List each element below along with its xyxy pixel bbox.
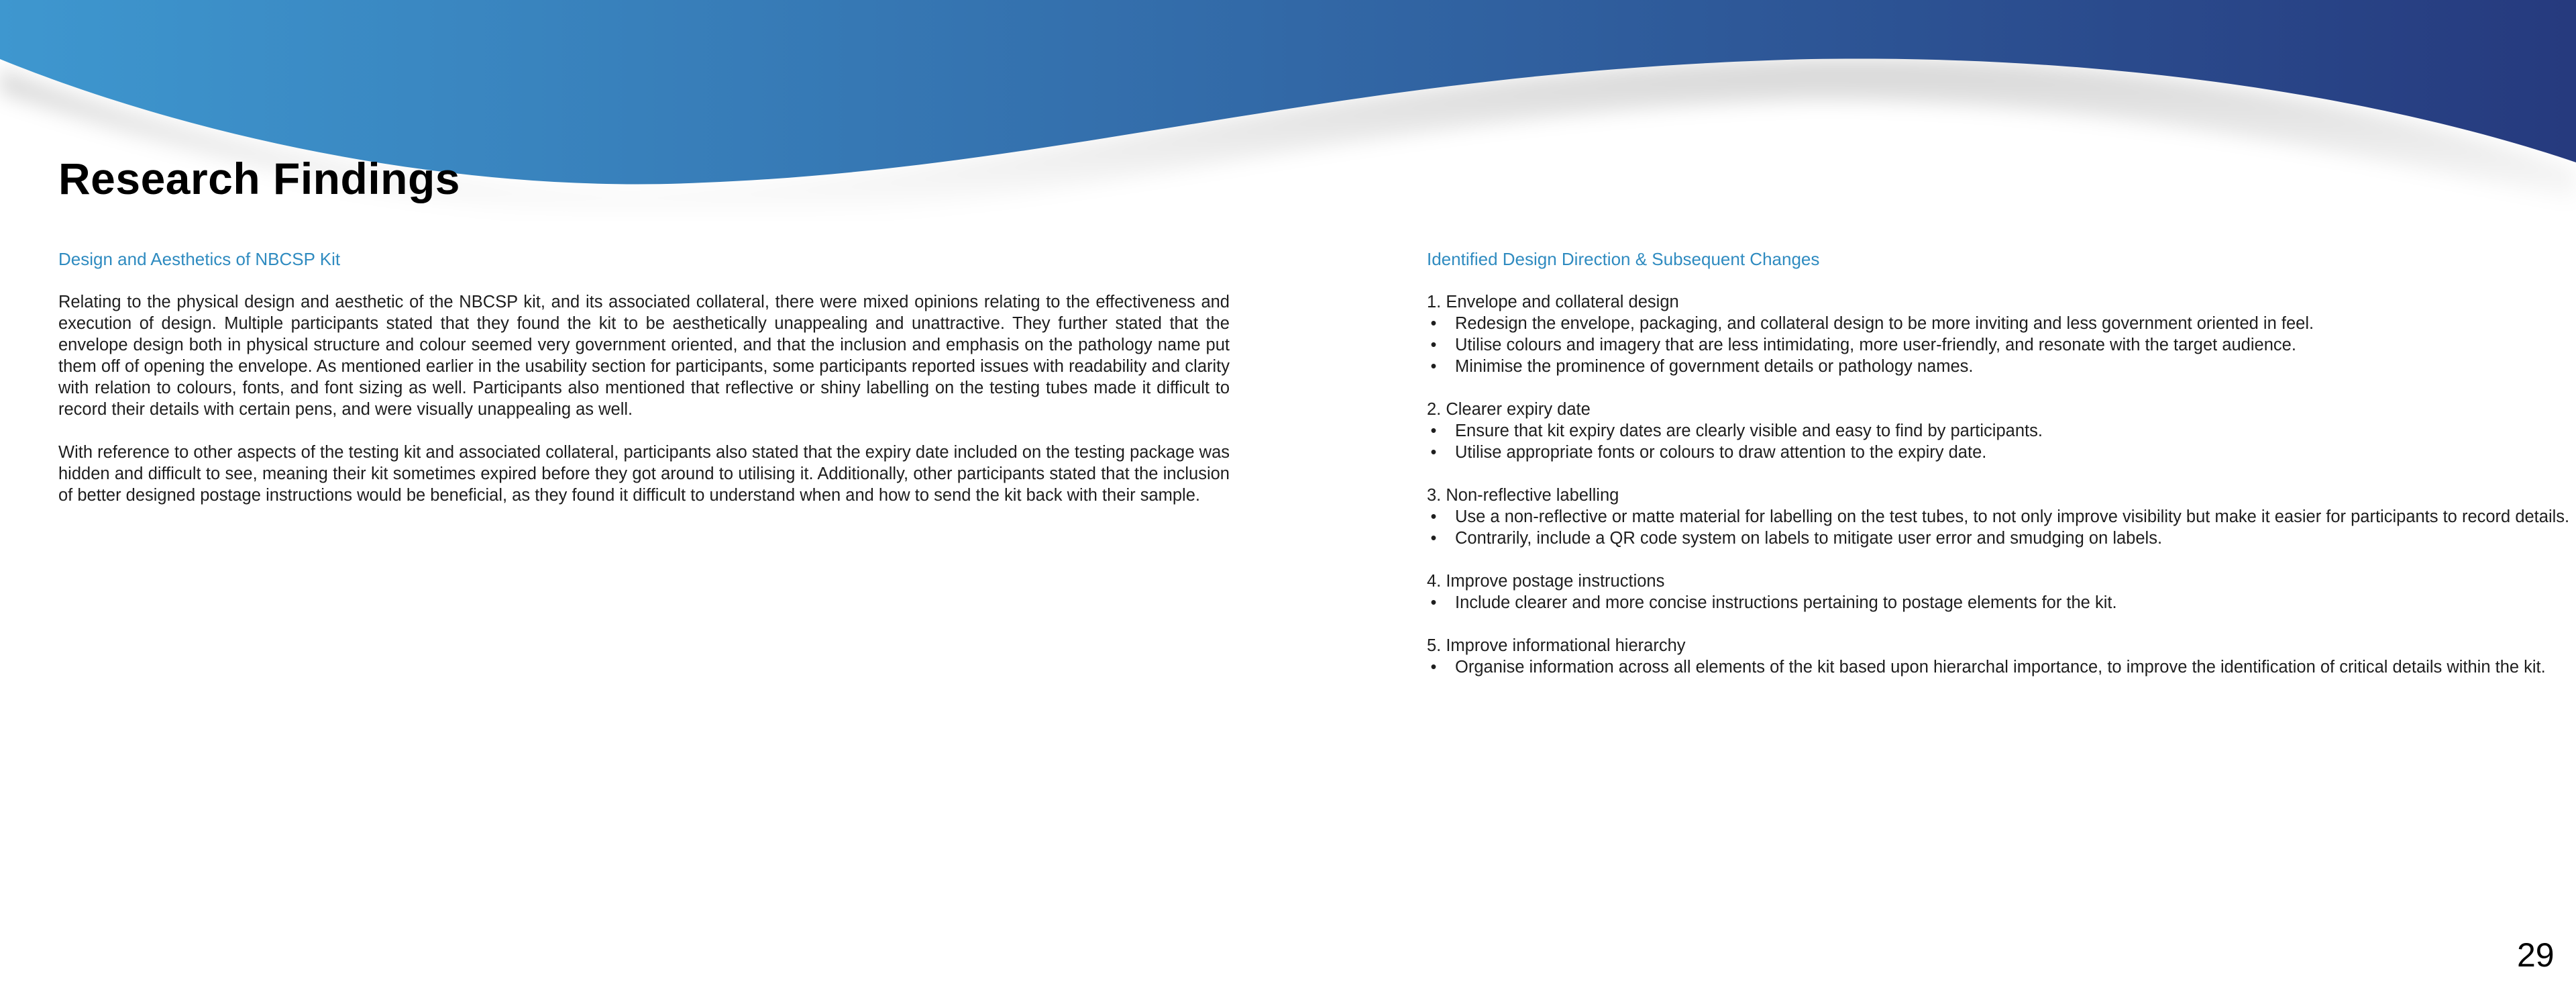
bullet-item	[1427, 442, 2576, 463]
bullet-text: Ensure that kit expiry dates are clearly visible and easy to find by participants.	[1455, 421, 2043, 440]
bullet-item	[1427, 656, 2576, 678]
right-section-heading: Identified Design Direction & Subsequent Changes	[1427, 249, 1820, 269]
change-group-title: 2. Clearer expiry date	[1427, 400, 1591, 419]
bullet-item	[1427, 356, 2576, 377]
bullet-icon: •	[1430, 336, 1437, 354]
change-group	[1427, 485, 2576, 549]
bullet-text: Use a non-reflective or matte material for labelling on the test tubes, to not only improve visibility but make it easier for participants to record details.	[1455, 507, 2570, 526]
bullet-icon: •	[1430, 658, 1437, 677]
bullet-item	[1427, 592, 2576, 613]
right-column	[1427, 248, 2576, 699]
change-group	[1427, 570, 2576, 613]
bullet-text: Organise information across all elements of the kit based upon hierarchal importance, to improve the identification of critical details within the kit.	[1455, 658, 2546, 677]
change-group	[1427, 635, 2576, 678]
change-group	[1427, 291, 2576, 377]
bullet-item	[1427, 334, 2576, 356]
body-paragraph: With reference to other aspects of the testing kit and associated collateral, participants also stated that the expiry date included on the testing package was hidden and difficult to see, meaning their kit sometimes expired before they got around to utilising it. Additionally, other participants stated that the inclusion of better designed postage instructions would be beneficial, as they found it difficult to understand when and how to send the kit back with their sample.	[58, 443, 1230, 505]
change-group-title: 1. Envelope and collateral design	[1427, 293, 1679, 311]
page-number: 29	[2517, 936, 2555, 974]
change-group-title: 4. Improve postage instructions	[1427, 572, 1665, 591]
change-group-title: 3. Non-reflective labelling	[1427, 486, 1619, 505]
bullet-list	[1427, 592, 2576, 613]
bullet-icon: •	[1430, 593, 1437, 612]
bullet-text: Include clearer and more concise instructions pertaining to postage elements for the kit.	[1455, 593, 2117, 612]
bullet-item	[1427, 420, 2576, 442]
bullet-item	[1427, 506, 2576, 528]
bullet-text: Minimise the prominence of government details or pathology names.	[1455, 357, 1974, 376]
bullet-icon: •	[1430, 443, 1437, 462]
bullet-item	[1427, 313, 2576, 334]
bullet-icon: •	[1430, 421, 1437, 440]
body-paragraph: Relating to the physical design and aesthetic of the NBCSP kit, and its associated collateral, there were mixed opinions relating to the effectiveness and execution of design. Multiple participants stated that they found the kit to be aesthetically unappealing and unattractive. They further stated that the envelope design both in physical structure and colour seemed very government oriented, and that the inclusion and emphasis on the pathology name put them off of opening the envelope. As mentioned earlier in the usability section for participants, some participants reported issues with readability and clarity with relation to colours, fonts, and font sizing as well. Participants also mentioned that reflective or shiny labelling on the testing tubes made it difficult to record their details with certain pens, and were visually unappealing as well.	[58, 293, 1230, 419]
page-title: Research Findings	[58, 154, 460, 203]
bullet-list	[1427, 313, 2576, 377]
left-column	[58, 248, 1230, 528]
bullet-list	[1427, 506, 2576, 549]
bullet-list	[1427, 656, 2576, 678]
bullet-icon: •	[1430, 529, 1437, 548]
bullet-text: Utilise appropriate fonts or colours to draw attention to the expiry date.	[1455, 443, 1987, 462]
bullet-text: Redesign the envelope, packaging, and collateral design to be more inviting and less government oriented in feel.	[1455, 314, 2314, 333]
left-section-heading: Design and Aesthetics of NBCSP Kit	[58, 249, 341, 269]
bullet-icon: •	[1430, 507, 1437, 526]
bullet-icon: •	[1430, 314, 1437, 333]
change-group-title: 5. Improve informational hierarchy	[1427, 636, 1686, 655]
bullet-icon: •	[1430, 357, 1437, 376]
bullet-item	[1427, 528, 2576, 549]
bullet-text: Contrarily, include a QR code system on labels to mitigate user error and smudging on labels.	[1455, 529, 2163, 548]
bullet-list	[1427, 420, 2576, 463]
bullet-text: Utilise colours and imagery that are less intimidating, more user-friendly, and resonate with the target audience.	[1455, 336, 2296, 354]
change-group	[1427, 399, 2576, 463]
